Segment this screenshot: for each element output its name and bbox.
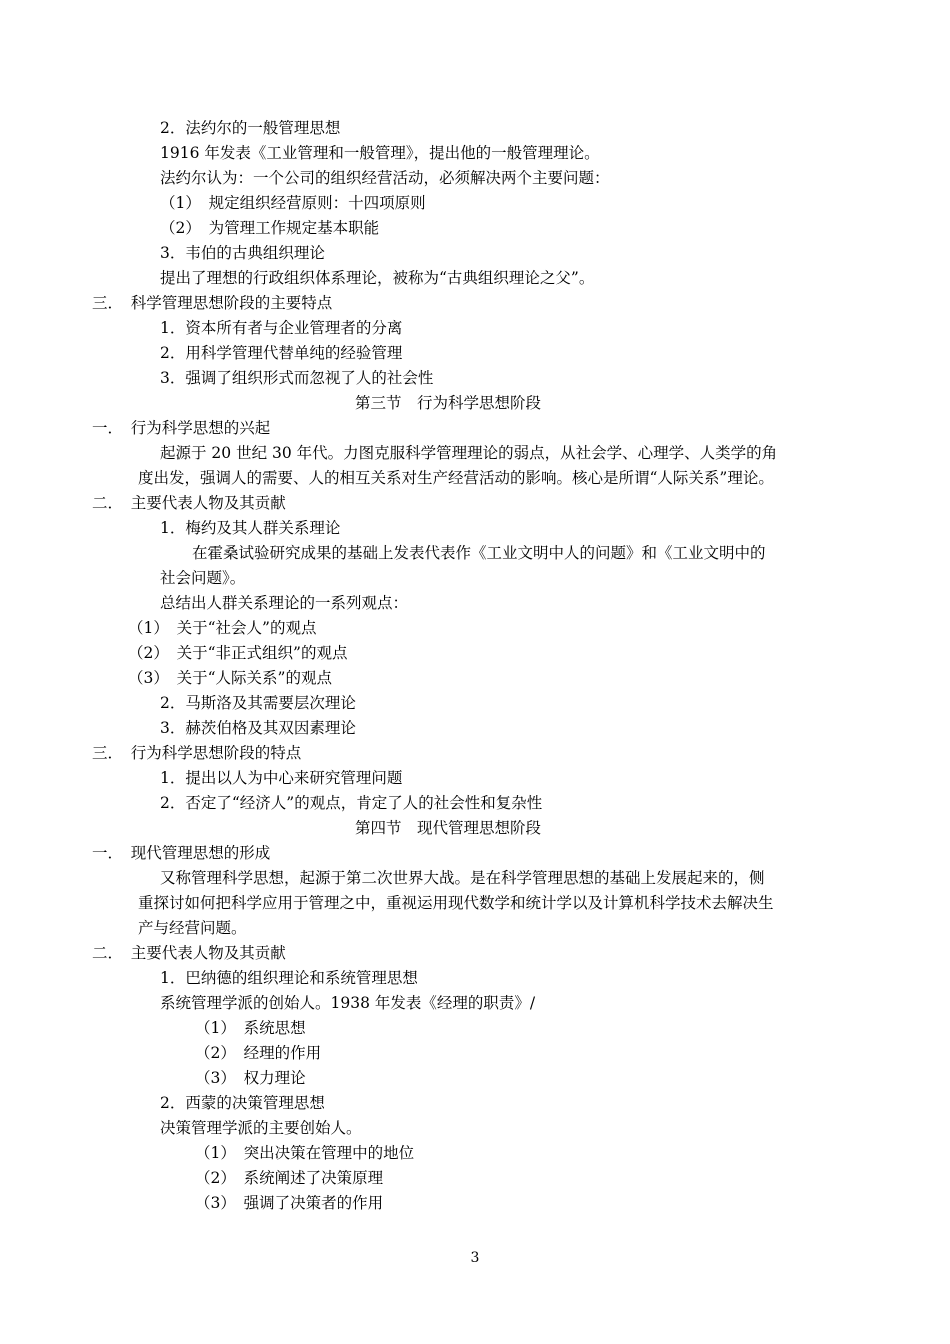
paragraph-line: 法约尔认为：一个公司的组织经营活动，必须解决两个主要问题： bbox=[160, 169, 610, 187]
list-item: （2） 关于“非正式组织”的观点 bbox=[128, 644, 348, 662]
paragraph-line: 又称管理科学思想，起源于第二次世界大战。是在科学管理思想的基础上发展起来的，侧 bbox=[160, 869, 765, 887]
list-item: （2） 经理的作用 bbox=[195, 1044, 322, 1062]
chapter-section-title: 第四节 现代管理思想阶段 bbox=[355, 819, 542, 837]
list-item: （1） 系统思想 bbox=[195, 1019, 306, 1037]
paragraph-line: 提出了理想的行政组织体系理论，被称为“古典组织理论之父”。 bbox=[160, 269, 595, 287]
paragraph-line: 产与经营问题。 bbox=[138, 919, 247, 937]
heading-fayol: 2．法约尔的一般管理思想 bbox=[160, 119, 341, 137]
paragraph-line: 在霍桑试验研究成果的基础上发表代表作《工业文明中人的问题》和《工业文明中的 bbox=[192, 544, 766, 562]
page-number: 3 bbox=[470, 1250, 480, 1266]
paragraph-line: 度出发，强调人的需要、人的相互关系对生产经营活动的影响。核心是所谓“人际关系”理论。 bbox=[138, 469, 774, 487]
paragraph-line: 1916 年发表《工业管理和一般管理》，提出他的一般管理理论。 bbox=[160, 144, 600, 162]
heading-mayo: 1．梅约及其人群关系理论 bbox=[160, 519, 341, 537]
list-item: 1．资本所有者与企业管理者的分离 bbox=[160, 319, 403, 337]
section-heading: 三． 行为科学思想阶段的特点 bbox=[92, 744, 302, 762]
list-item: （1） 突出决策在管理中的地位 bbox=[195, 1144, 415, 1162]
list-item: （1） 规定组织经营原则：十四项原则 bbox=[160, 194, 426, 212]
paragraph-line: 重探讨如何把科学应用于管理之中，重视运用现代数学和统计学以及计算机科学技术去解决生 bbox=[138, 894, 774, 912]
list-item: 2．否定了“经济人”的观点，肯定了人的社会性和复杂性 bbox=[160, 794, 543, 812]
heading-weber: 3．韦伯的古典组织理论 bbox=[160, 244, 325, 262]
list-item: （2） 为管理工作规定基本职能 bbox=[160, 219, 380, 237]
heading-herzberg: 3．赫茨伯格及其双因素理论 bbox=[160, 719, 356, 737]
paragraph-line: 总结出人群关系理论的一系列观点： bbox=[160, 594, 409, 612]
chapter-section-title: 第三节 行为科学思想阶段 bbox=[355, 394, 542, 412]
section-heading: 二． 主要代表人物及其贡献 bbox=[92, 944, 286, 962]
paragraph-line: 系统管理学派的创始人。1938 年发表《经理的职责》/ bbox=[160, 994, 536, 1012]
section-heading: 二． 主要代表人物及其贡献 bbox=[92, 494, 286, 512]
list-item: 3．强调了组织形式而忽视了人的社会性 bbox=[160, 369, 434, 387]
heading-barnard: 1．巴纳德的组织理论和系统管理思想 bbox=[160, 969, 418, 987]
list-item: （2） 系统阐述了决策原理 bbox=[195, 1169, 384, 1187]
section-heading: 一． 行为科学思想的兴起 bbox=[92, 419, 271, 437]
paragraph-line: 决策管理学派的主要创始人。 bbox=[160, 1119, 362, 1137]
paragraph-line: 起源于 20 世纪 30 年代。力图克服科学管理理论的弱点，从社会学、心理学、人类学的角 bbox=[160, 444, 778, 462]
list-item: 2．用科学管理代替单纯的经验管理 bbox=[160, 344, 403, 362]
list-item: （3） 关于“人际关系”的观点 bbox=[128, 669, 332, 687]
section-heading: 一． 现代管理思想的形成 bbox=[92, 844, 271, 862]
list-item: （1） 关于“社会人”的观点 bbox=[128, 619, 317, 637]
heading-simon: 2．西蒙的决策管理思想 bbox=[160, 1094, 325, 1112]
list-item: （3） 强调了决策者的作用 bbox=[195, 1194, 384, 1212]
section-heading: 三． 科学管理思想阶段的主要特点 bbox=[92, 294, 333, 312]
list-item: 1．提出以人为中心来研究管理问题 bbox=[160, 769, 403, 787]
list-item: （3） 权力理论 bbox=[195, 1069, 306, 1087]
paragraph-line: 社会问题》。 bbox=[160, 569, 246, 587]
heading-maslow: 2．马斯洛及其需要层次理论 bbox=[160, 694, 356, 712]
